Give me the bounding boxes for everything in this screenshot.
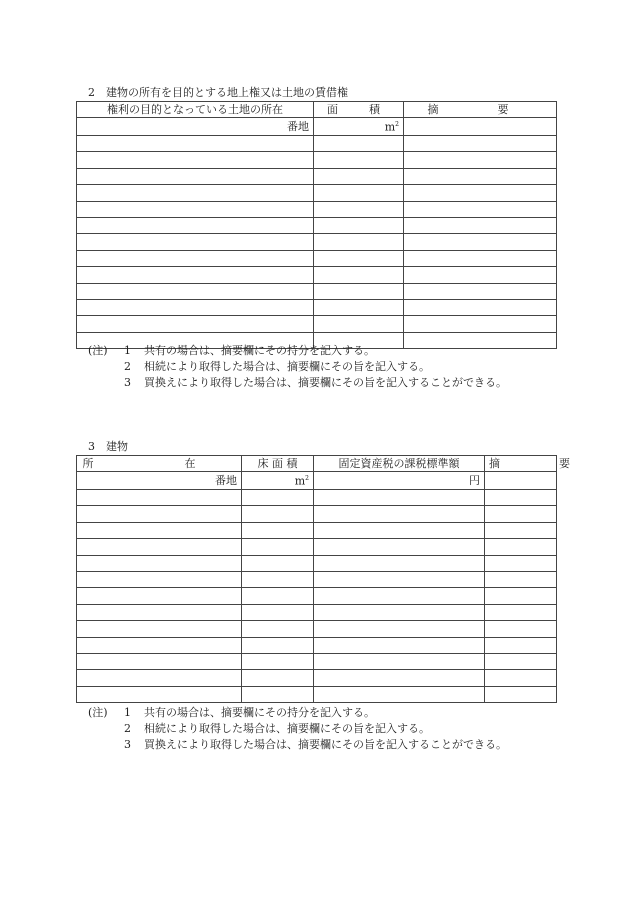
table-cell[interactable]: [485, 653, 557, 669]
table-cell[interactable]: [485, 506, 557, 522]
table-cell[interactable]: [77, 299, 314, 315]
table-row: [77, 539, 557, 555]
header-remarks: 摘 要: [485, 456, 557, 472]
table-cell[interactable]: [77, 539, 242, 555]
table-row: [77, 201, 557, 217]
table-row: [77, 283, 557, 299]
table-cell[interactable]: [314, 201, 404, 217]
note-number: 3: [124, 376, 131, 389]
table-row: [77, 267, 557, 283]
table-cell[interactable]: [242, 670, 314, 686]
table-cell[interactable]: [77, 152, 314, 168]
table-cell[interactable]: [77, 185, 314, 201]
table-cell[interactable]: [314, 555, 485, 571]
table-row: [77, 522, 557, 538]
table-cell[interactable]: [77, 218, 314, 234]
table-cell[interactable]: [404, 234, 557, 250]
note-line: [88, 375, 507, 391]
table-cell[interactable]: [485, 555, 557, 571]
table-row: [77, 686, 557, 702]
table-cell[interactable]: [485, 637, 557, 653]
table-row: [77, 185, 557, 201]
table-cell[interactable]: [485, 670, 557, 686]
table-cell[interactable]: [242, 572, 314, 588]
table-cell[interactable]: [77, 686, 242, 702]
table-cell[interactable]: [404, 316, 557, 332]
table-cell[interactable]: [314, 506, 485, 522]
table-cell[interactable]: [485, 522, 557, 538]
table-cell[interactable]: [314, 152, 404, 168]
table-cell[interactable]: [77, 490, 242, 506]
note-number: 3: [124, 738, 131, 751]
table-cell[interactable]: [404, 136, 557, 152]
table-row: [77, 621, 557, 637]
table-cell[interactable]: [314, 168, 404, 184]
table-row: [77, 588, 557, 604]
note-line: [88, 737, 507, 753]
note-number: 2: [124, 722, 131, 735]
table-cell[interactable]: [242, 490, 314, 506]
table-cell[interactable]: [77, 283, 314, 299]
header-location: 所 在: [77, 456, 242, 472]
table-cell[interactable]: [77, 136, 314, 152]
table-cell[interactable]: [314, 490, 485, 506]
note-text: 共有の場合は、摘要欄にその持分を記入する。: [144, 344, 375, 357]
table-cell[interactable]: [404, 299, 557, 315]
table-cell[interactable]: [314, 539, 485, 555]
table-cell[interactable]: [77, 572, 242, 588]
table-cell[interactable]: [485, 604, 557, 620]
table-cell[interactable]: [242, 539, 314, 555]
table-row: [77, 316, 557, 332]
table-row: [77, 299, 557, 315]
table-cell[interactable]: [242, 522, 314, 538]
table-cell[interactable]: [404, 250, 557, 266]
table-cell[interactable]: [314, 653, 485, 669]
section3-title: 3 建物: [88, 440, 128, 453]
table-cell[interactable]: [314, 572, 485, 588]
table-cell[interactable]: [314, 522, 485, 538]
table-cell[interactable]: [77, 555, 242, 571]
section2-notes: [88, 343, 507, 391]
note-line: [88, 721, 507, 737]
table-cell[interactable]: [77, 267, 314, 283]
table-cell[interactable]: [404, 152, 557, 168]
table-cell[interactable]: [314, 283, 404, 299]
table-cell[interactable]: [314, 588, 485, 604]
table-cell[interactable]: [77, 637, 242, 653]
table-cell[interactable]: [314, 267, 404, 283]
header-remarks: 摘 要: [404, 102, 557, 118]
table-cell[interactable]: [242, 604, 314, 620]
table-cell[interactable]: [404, 218, 557, 234]
table-cell[interactable]: [314, 621, 485, 637]
table-cell[interactable]: [242, 621, 314, 637]
table-row: [77, 604, 557, 620]
table-row: [77, 670, 557, 686]
note-number: 1: [124, 706, 131, 719]
note-text: 買換えにより取得した場合は、摘要欄にその旨を記入することができる。: [144, 376, 507, 389]
table-cell[interactable]: [77, 234, 314, 250]
note-text: 相続により取得した場合は、摘要欄にその旨を記入する。: [144, 360, 430, 373]
table-cell[interactable]: [242, 637, 314, 653]
table-row: [77, 218, 557, 234]
table-row: [77, 490, 557, 506]
table-row: [77, 136, 557, 152]
header-area: 面 積: [314, 102, 404, 118]
land-rights-unit-row: [77, 118, 557, 136]
table-cell[interactable]: [404, 168, 557, 184]
table-cell[interactable]: [485, 588, 557, 604]
table-cell[interactable]: [485, 621, 557, 637]
table-cell[interactable]: [314, 299, 404, 315]
table-cell[interactable]: [77, 670, 242, 686]
note-line: [88, 359, 507, 375]
building-header-row: [77, 456, 557, 472]
table-row: [77, 637, 557, 653]
table-cell[interactable]: [242, 653, 314, 669]
table-cell[interactable]: [77, 506, 242, 522]
table-cell[interactable]: [485, 572, 557, 588]
table-cell[interactable]: [314, 234, 404, 250]
note-text: 買換えにより取得した場合は、摘要欄にその旨を記入することができる。: [144, 738, 507, 751]
note-line: [88, 705, 507, 721]
note-lead: (注): [88, 344, 108, 357]
header-tax-base: 固定資産税の課税標準額: [314, 456, 485, 472]
table-cell[interactable]: [485, 539, 557, 555]
note-number: 2: [124, 360, 131, 373]
table-cell[interactable]: [404, 283, 557, 299]
table-cell[interactable]: [314, 185, 404, 201]
table-cell[interactable]: [77, 653, 242, 669]
note-text: 共有の場合は、摘要欄にその持分を記入する。: [144, 706, 375, 719]
table-cell[interactable]: [314, 604, 485, 620]
building-unit-row: [77, 472, 557, 490]
table-cell[interactable]: [485, 490, 557, 506]
header-location: 権利の目的となっている土地の所在: [77, 102, 314, 118]
table-cell[interactable]: [314, 686, 485, 702]
table-cell[interactable]: [77, 588, 242, 604]
table-cell[interactable]: [314, 218, 404, 234]
unit-square-meter[interactable]: $m^2$: [314, 118, 404, 136]
table-cell[interactable]: [404, 201, 557, 217]
note-number: 1: [124, 344, 131, 357]
table-row: [77, 506, 557, 522]
table-cell[interactable]: [314, 136, 404, 152]
table-row: [77, 234, 557, 250]
unit-banchi[interactable]: 番地: [77, 472, 242, 490]
table-cell[interactable]: [242, 686, 314, 702]
table-cell[interactable]: [314, 670, 485, 686]
note-text: 相続により取得した場合は、摘要欄にその旨を記入する。: [144, 722, 430, 735]
table-cell[interactable]: [77, 522, 242, 538]
header-floor-area: 床 面 積: [242, 456, 314, 472]
table-cell[interactable]: [77, 201, 314, 217]
table-row: [77, 555, 557, 571]
table-cell[interactable]: [242, 555, 314, 571]
note-lead: (注): [88, 706, 108, 719]
table-cell[interactable]: [77, 250, 314, 266]
table-cell[interactable]: [242, 588, 314, 604]
table-row: [77, 168, 557, 184]
land-rights-table: [76, 101, 557, 349]
section2-title: 2 建物の所有を目的とする地上権又は土地の賃借権: [88, 86, 348, 99]
table-cell[interactable]: [77, 168, 314, 184]
unit-banchi[interactable]: 番地: [77, 118, 314, 136]
table-cell[interactable]: [314, 316, 404, 332]
table-cell[interactable]: [77, 316, 314, 332]
table-row: [77, 250, 557, 266]
table-cell[interactable]: [485, 686, 557, 702]
unit-remarks[interactable]: [404, 118, 557, 136]
table-cell[interactable]: [404, 267, 557, 283]
section3-notes: [88, 705, 507, 753]
unit-yen[interactable]: 円: [314, 472, 485, 490]
table-row: [77, 152, 557, 168]
table-row: [77, 653, 557, 669]
table-cell[interactable]: [314, 250, 404, 266]
unit-square-meter[interactable]: $m^2$: [242, 472, 314, 490]
table-cell[interactable]: [77, 621, 242, 637]
table-cell[interactable]: [404, 185, 557, 201]
table-cell[interactable]: [242, 506, 314, 522]
table-row: [77, 572, 557, 588]
building-table: [76, 455, 594, 703]
land-rights-header-row: [77, 102, 557, 118]
unit-remarks[interactable]: [485, 472, 557, 490]
note-line: [88, 343, 507, 359]
table-cell[interactable]: [77, 604, 242, 620]
table-cell[interactable]: [314, 637, 485, 653]
